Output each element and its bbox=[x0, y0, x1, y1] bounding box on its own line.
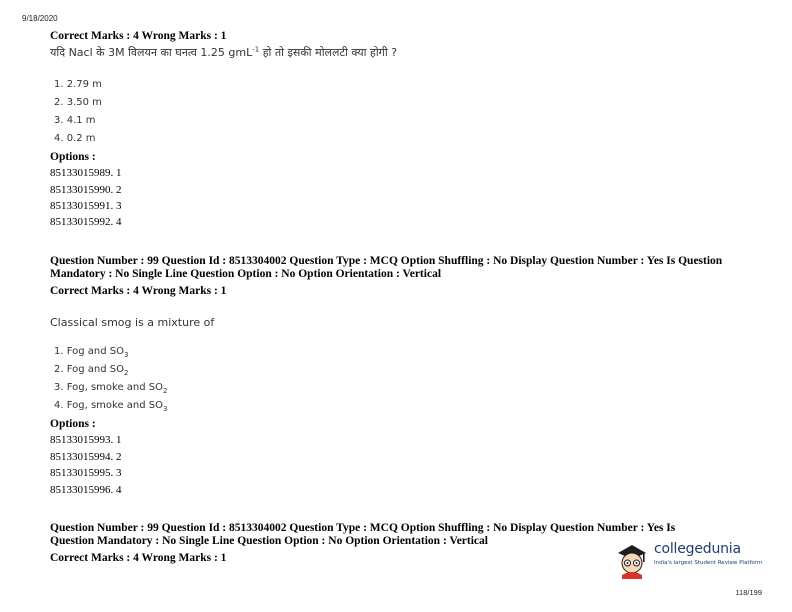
q1-option-2: 85133015990. 2 bbox=[50, 184, 122, 196]
q1-option-1: 85133015989. 1 bbox=[50, 167, 122, 179]
mascot-logo-icon bbox=[614, 541, 650, 579]
q2-choice-3: 3. Fog, smoke and $SO_2$ bbox=[54, 382, 168, 395]
q2-text: Classical smog is a mixture of bbox=[50, 316, 215, 329]
q2-option-2: 85133015994. 2 bbox=[50, 451, 122, 463]
q2-option-3: 85133015995. 3 bbox=[50, 467, 122, 479]
q2-marks: Correct Marks : 4 Wrong Marks : 1 bbox=[50, 285, 227, 297]
q2-option-1: 85133015993. 1 bbox=[50, 434, 122, 446]
q1-choice-4: 4. 0.2 m bbox=[54, 133, 96, 144]
q2-option-4: 85133015996. 4 bbox=[50, 484, 122, 496]
q1-options-label: Options : bbox=[50, 151, 96, 163]
page-number: 118/199 bbox=[735, 588, 762, 597]
q3-meta: Question Number : 99 Question Id : 8513304002 Question Type : MCQ Option Shuffling : No Display Question Number : Yes Is Question Mandatory : No Single Line Question Option : No Option Orientation : Vertical bbox=[50, 522, 676, 547]
brand-name: collegedunia bbox=[654, 541, 741, 557]
q1-choice-2: 2. 3.50 m bbox=[54, 97, 102, 108]
q1-choice-3: 3. 4.1 m bbox=[54, 115, 96, 126]
q3-marks: Correct Marks : 4 Wrong Marks : 1 bbox=[50, 552, 227, 564]
q1-option-4: 85133015992. 4 bbox=[50, 216, 122, 228]
q1-text: यदि Nacl के 3M विलयन का घनत्व 1.25 gmL$^{-1}$ हो तो इसकी मोललटी क्या होगी ? bbox=[50, 45, 398, 59]
q2-meta: Question Number : 99 Question Id : 8513304002 Question Type : MCQ Option Shuffling : No Display Question Number : Yes Is Question Mandatory : No Single Line Question Option : No Option Orientation : Vertical bbox=[50, 255, 723, 280]
brand-tagline: India's largest Student Review Platform bbox=[654, 560, 763, 566]
q2-choice-2: 2. Fog and $SO_2$ bbox=[54, 364, 129, 377]
print-date: 9/18/2020 bbox=[22, 14, 58, 23]
q2-choice-1: 1. Fog and $SO_3$ bbox=[54, 346, 129, 359]
q1-marks: Correct Marks : 4 Wrong Marks : 1 bbox=[50, 30, 227, 42]
q1-choice-1: 1. 2.79 m bbox=[54, 79, 102, 90]
q2-choice-4: 4. Fog, smoke and $SO_3$ bbox=[54, 400, 168, 413]
q2-options-label: Options : bbox=[50, 418, 96, 430]
q1-option-3: 85133015991. 3 bbox=[50, 200, 122, 212]
